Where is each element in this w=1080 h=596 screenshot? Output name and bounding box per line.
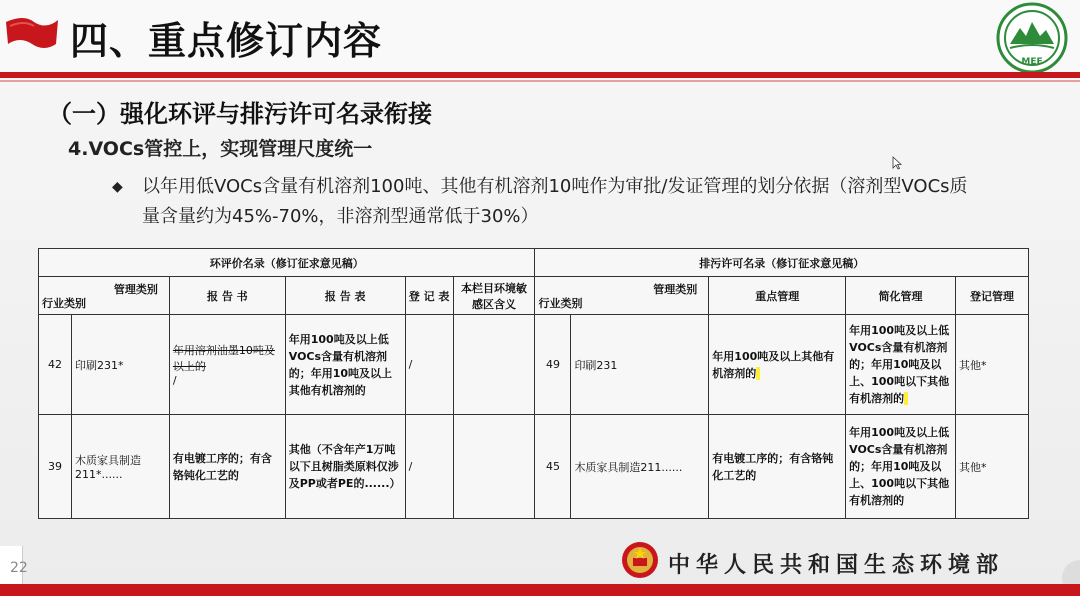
row-number: 42 xyxy=(39,315,72,415)
mouse-cursor-icon xyxy=(892,156,902,170)
permit-diagonal-header xyxy=(535,277,709,315)
register-form-header: 登 记 表 xyxy=(405,277,453,315)
permit-group-header: 排污许可名录（修订征求意见稿） xyxy=(535,249,1029,277)
industry-cell: 印刷231* xyxy=(71,315,169,415)
report-form-cell: 其他（不含年产1万吨以下且树脂类原料仅涉及PP或者PE的......） xyxy=(285,415,405,519)
national-emblem-icon xyxy=(620,540,660,580)
bullet-item xyxy=(112,172,982,232)
struck-text: 年用溶剂油墨10吨及以上的 xyxy=(172,344,275,373)
report-form-header: 报 告 表 xyxy=(285,277,405,315)
register-form-cell: / xyxy=(405,415,453,519)
report-book-header: 报 告 书 xyxy=(169,277,285,315)
highlight-mark xyxy=(756,367,760,380)
table-row xyxy=(39,315,1029,415)
industry-cell: 木质家具制造211*...... xyxy=(71,415,169,519)
register-form-cell: / xyxy=(405,315,453,415)
sensitive-area-cell xyxy=(453,415,535,519)
simple-management-header: 简化管理 xyxy=(846,277,956,315)
bullet-text: 以年用低VOCs含量有机溶剂100吨、其他有机溶剂10吨作为审批/发证管理的划分依据（溶剂型VOCs质量含量约为45%-70%，非溶剂型通常低于30%） xyxy=(142,176,968,227)
header-divider xyxy=(0,72,1080,78)
table-row xyxy=(39,415,1029,519)
comparison-table xyxy=(38,248,1029,519)
simple-management-cell: 年用100吨及以上低VOCs含量有机溶剂的；年用10吨及以上、100吨以下其他有机溶剂的 xyxy=(846,415,956,519)
footer-organization: 中华人民共和国生态环境部 xyxy=(668,553,1005,578)
header-divider-light xyxy=(0,80,1080,82)
page-number: 22 xyxy=(10,560,28,576)
section-point: 4.VOCs管控上，实现管理尺度统一 xyxy=(68,138,373,160)
row-number: 39 xyxy=(39,415,72,519)
sensitive-area-header: 本栏目环境敏感区含义 xyxy=(453,277,535,315)
footer-divider xyxy=(0,584,1080,596)
management-category-label: 管理类别 xyxy=(653,282,698,296)
eia-diagonal-header xyxy=(39,277,170,315)
key-management-text: 年用100吨及以上其他有机溶剂的 xyxy=(712,349,835,380)
logo-text: MEE xyxy=(1021,57,1043,67)
eia-group-header: 环评价名录（修订征求意见稿） xyxy=(39,249,535,277)
key-management-header: 重点管理 xyxy=(709,277,846,315)
report-form-cell: 年用100吨及以上低VOCs含量有机溶剂的；年用10吨及以上其他有机溶剂的 xyxy=(285,315,405,415)
report-book-cell: 有电镀工序的；有含铬钝化工艺的 xyxy=(169,415,285,519)
industry-cell: 印刷231 xyxy=(571,315,709,415)
industry-category-label: 行业类别 xyxy=(538,296,583,310)
slide-header xyxy=(0,0,1080,72)
simple-management-cell xyxy=(846,315,956,415)
highlight-mark xyxy=(904,392,908,405)
simple-management-text: 年用100吨及以上低VOCs含量有机溶剂的；年用10吨及以上、100吨以下其他有机溶剂的 xyxy=(849,324,950,405)
sensitive-area-cell xyxy=(453,315,535,415)
register-management-header: 登记管理 xyxy=(956,277,1029,315)
slash-text: / xyxy=(172,374,177,387)
page-title: 四、重点修订内容 xyxy=(70,19,383,63)
diamond-bullet-icon: ◆ xyxy=(112,179,123,195)
key-management-cell xyxy=(709,315,846,415)
row-number: 49 xyxy=(535,315,571,415)
row-number: 45 xyxy=(535,415,571,519)
report-book-cell xyxy=(169,315,285,415)
red-flag-icon xyxy=(4,14,60,52)
key-management-cell: 有电镀工序的；有含铬钝化工艺的 xyxy=(709,415,846,519)
management-category-label: 管理类别 xyxy=(113,282,158,296)
section-subtitle: （一）强化环评与排污许可名录衔接 xyxy=(48,100,432,128)
mee-logo-icon xyxy=(996,2,1068,74)
industry-category-label: 行业类别 xyxy=(42,296,86,310)
industry-cell: 木质家具制造211...... xyxy=(571,415,709,519)
register-management-cell: 其他* xyxy=(956,415,1029,519)
register-management-cell: 其他* xyxy=(956,315,1029,415)
